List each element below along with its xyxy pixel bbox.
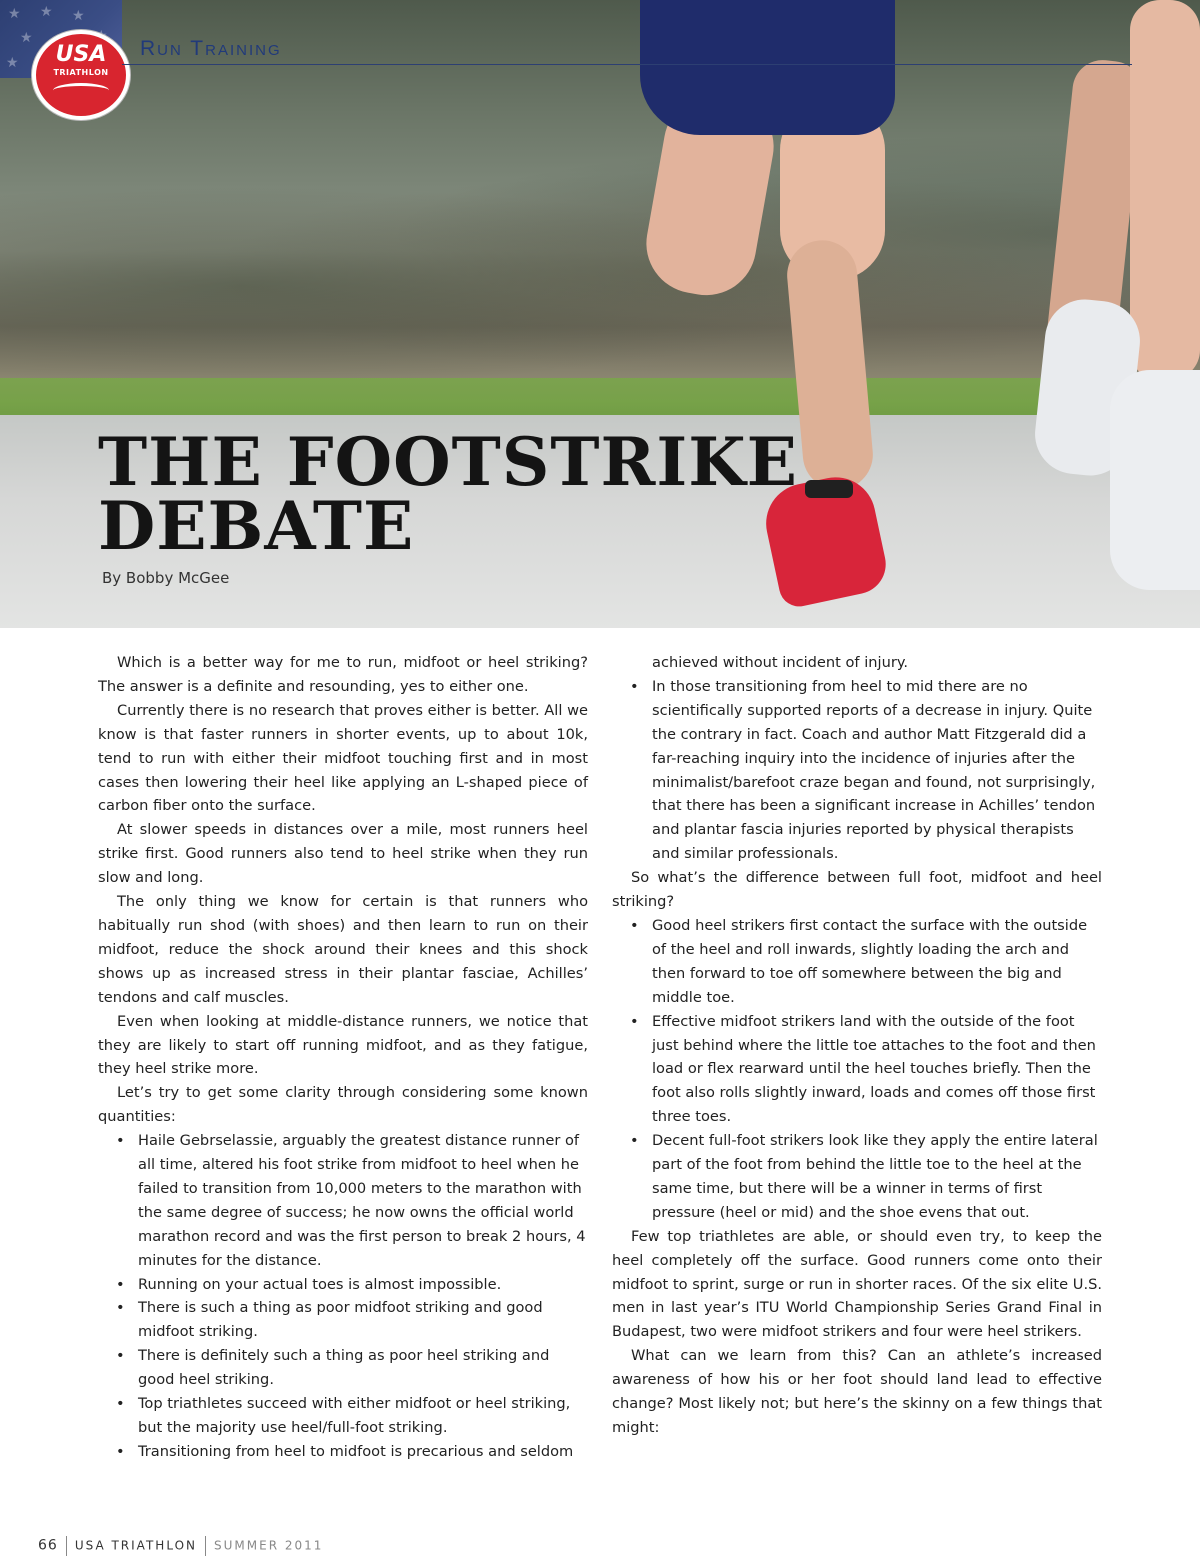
list-item — [98, 1129, 588, 1272]
list-item — [612, 675, 1102, 866]
usa-triathlon-logo — [32, 30, 130, 120]
paragraph: Currently there is no research that proves either is better. All we know is that faster runners in shorter events, up to about 10k, tend to run with either their midfoot touching first and in most cases then lowering their heel like applying an L-shaped piece of carbon fiber onto the surface. — [98, 701, 588, 815]
paragraph: Let’s try to get some clarity through considering some known quantities: — [98, 1084, 588, 1126]
article-column-left — [98, 651, 588, 1464]
list-item-text: Top triathletes succeed with either midfoot or heel striking, but the majority use heel/full-foot striking. — [138, 1395, 571, 1436]
bullet-icon: • — [116, 1132, 125, 1150]
list-item — [98, 1440, 588, 1464]
magazine-name: USA TRIATHLON — [74, 1538, 197, 1553]
known-quantities-list — [98, 1129, 588, 1464]
list-item-text: Effective midfoot strikers land with the outside of the foot just behind where the little toe attaches to the foot and then load or flex rearward until the heel touches briefly. Then the foot also rolls slightly inward, loads and comes off those first three toes. — [652, 1012, 1096, 1126]
bullet-icon: • — [116, 1275, 125, 1293]
paragraph: The only thing we know for certain is that runners who habitually run shod (with shoes) and then learn to run on their midfoot, reduce the shock around their knees and this shock shows up as increased stress in their plantar fasciae, Achilles’ tendons and calf muscles. — [98, 893, 588, 1006]
logo-text-usa: USA — [55, 42, 107, 67]
bullet-icon: • — [116, 1442, 125, 1460]
list-item — [98, 1344, 588, 1392]
section-divider — [122, 64, 1132, 65]
section-label: Run Training — [140, 37, 282, 60]
ankle-timing-chip — [805, 480, 853, 498]
paragraph: At slower speeds in distances over a mile, most runners heel strike first. Good runners also tend to heel strike when they run slow and long. — [98, 821, 588, 887]
bullet-icon: • — [116, 1395, 125, 1413]
background-grass — [0, 378, 1200, 418]
bullet-icon: • — [116, 1299, 125, 1317]
bullet-icon: • — [630, 1012, 639, 1030]
issue-date: SUMMER 2011 — [214, 1538, 324, 1553]
background-trees — [0, 130, 1200, 390]
bullet-icon: • — [630, 1132, 639, 1150]
list-item-text: Transitioning from heel to midfoot is precarious and seldom — [138, 1442, 574, 1460]
page-footer — [38, 1536, 323, 1556]
footer-divider — [205, 1536, 206, 1556]
paragraph: What can we learn from this? Can an athlete’s increased awareness of how his or her foot should land lead to effective change? Most likely not; but here’s the skinny on a few things that might: — [612, 1347, 1102, 1436]
list-item — [98, 1296, 588, 1344]
title-line-1: THE FOOTSTRIKE — [98, 423, 798, 501]
injury-list — [612, 675, 1102, 866]
list-item-text: Good heel strikers first contact the surface with the outside of the heel and roll inwards, slightly loading the arch and then forward to toe off somewhere between the big and middle toe. — [652, 916, 1088, 1006]
bullet-icon: • — [630, 916, 639, 934]
list-item-text: Haile Gebrselassie, arguably the greatest distance runner of all time, altered his foot strike from midfoot to heel when he failed to transition from 10,000 meters to the marathon with the same degree of success; he now owns the official world marathon record and was the first person to break 2 hours, 4 minutes for the distance. — [138, 1132, 586, 1269]
list-item — [612, 1129, 1102, 1225]
article-column-right — [612, 651, 1102, 1440]
flag-stars-corner: ★ ★ ★ ★ ★ — [0, 0, 122, 78]
list-item-text: There is such a thing as poor midfoot striking and good midfoot striking. — [138, 1299, 543, 1341]
paragraph: Even when looking at middle-distance runners, we notice that they are likely to start off running midfoot, and as they fatigue, they heel strike more. — [98, 1012, 588, 1078]
byline: By Bobby McGee — [102, 569, 230, 587]
strike-types-list — [612, 914, 1102, 1225]
list-item-text: In those transitioning from heel to mid there are no scientifically supported reports of a decrease in injury. Quite the contrary in fact. Coach and author Matt Fitzgerald did a far-reaching inquiry into the incidence of injuries after the minimalist/barefoot craze began and found, not surprisingly, that there has been a significant increase in Achilles’ tendon and plantar fascia injuries reported by physical therapists and similar professionals. — [652, 677, 1096, 863]
list-item — [612, 914, 1102, 1010]
bullet-icon: • — [116, 1347, 125, 1365]
logo-text-triathlon: TRIATHLON — [53, 68, 109, 77]
logo-swoosh-icon — [53, 83, 109, 98]
paragraph: Few top triathletes are able, or should even try, to keep the heel completely off the surface. Good runners come onto their midfoot to sprint, surge or run in shorter races. Of the six elite U.S. men in last year’s ITU World Championship Series Grand Final in Budapest, two were midfoot strikers and four were heel strikers. — [612, 1227, 1102, 1341]
page-number: 66 — [38, 1537, 58, 1554]
list-item — [612, 1010, 1102, 1130]
list-item-text: There is definitely such a thing as poor heel striking and good heel striking. — [138, 1347, 550, 1389]
footer-divider — [66, 1536, 67, 1556]
list-item-continuation: achieved without incident of injury. — [652, 654, 909, 671]
paragraph: So what’s the difference between full foot, midfoot and heel striking? — [612, 869, 1102, 911]
article-title — [98, 423, 798, 565]
list-item-text: Running on your actual toes is almost impossible. — [138, 1275, 502, 1293]
runner-leg — [1130, 0, 1200, 380]
list-item — [98, 1273, 588, 1297]
list-item-text: Decent full-foot strikers look like they apply the entire lateral part of the foot from behind the little toe to the heel at the same time, but there will be a winner in terms of first pressure (heel or mid) and the shoe evens that out. — [652, 1132, 1098, 1221]
title-line-2: DEBATE — [98, 487, 415, 565]
list-item — [98, 1392, 588, 1440]
white-running-shoe — [1110, 370, 1200, 590]
bullet-icon: • — [630, 677, 639, 695]
paragraph: Which is a better way for me to run, midfoot or heel striking? The answer is a definite and resounding, yes to either one. — [98, 654, 588, 695]
runner-shorts — [640, 0, 895, 135]
